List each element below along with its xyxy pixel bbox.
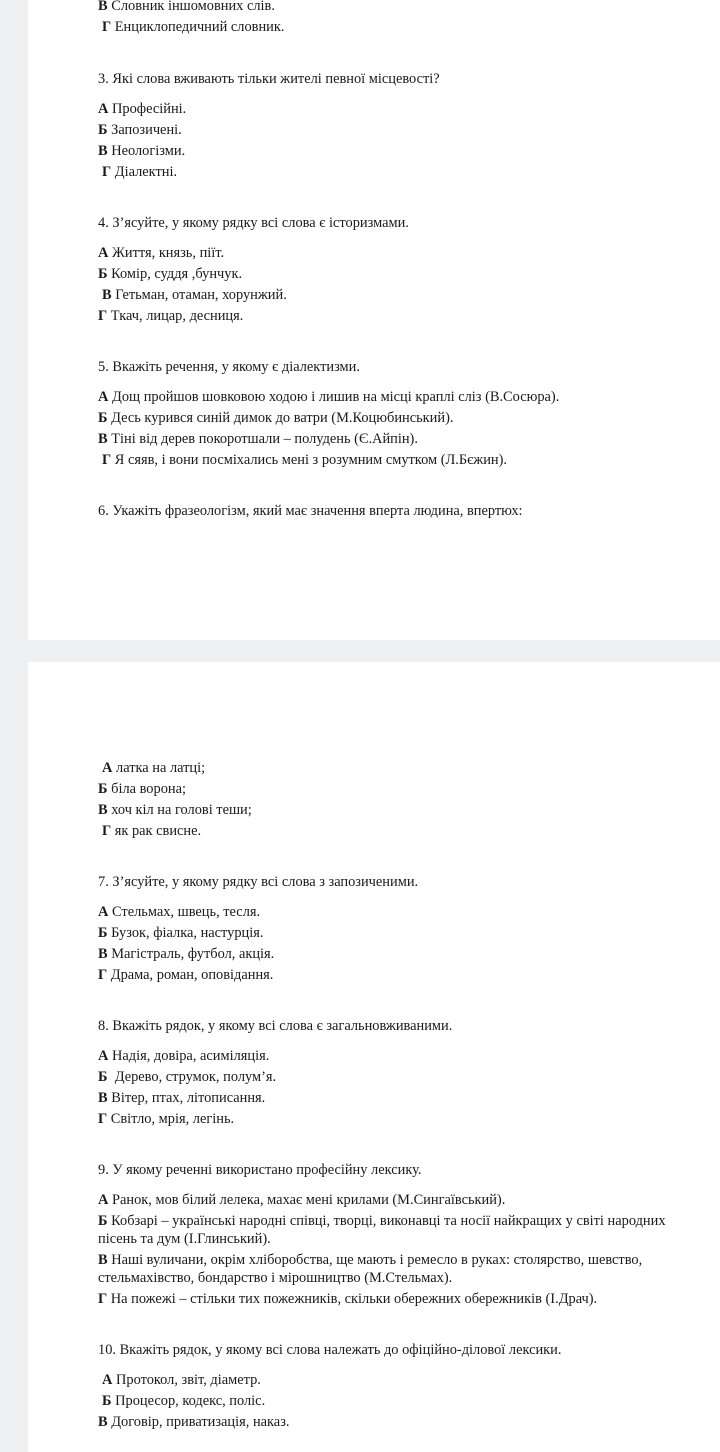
option-q4-b: Б Комір, суддя ,бунчук. bbox=[98, 266, 243, 282]
option-q8-b: Б Дерево, струмок, полум’я. bbox=[98, 1069, 277, 1085]
option-q9-b-continuation: пісень та дум (І.Глинський). bbox=[98, 1231, 271, 1247]
document-page-2 bbox=[28, 662, 720, 1452]
question-5: 5. Вкажіть речення, у якому є діалектизми. bbox=[98, 359, 360, 375]
option-q9-g: Г На пожежі – стільки тих пожежників, скільки обережних обережників (І.Драч). bbox=[98, 1291, 598, 1307]
option-q4-a: А Життя, князь, піїт. bbox=[98, 245, 225, 261]
option-q10-b: Б Процесор, кодекс, поліс. bbox=[102, 1393, 266, 1409]
document-page-1 bbox=[28, 0, 720, 640]
option-q3-g: Г Діалектні. bbox=[102, 164, 178, 180]
question-4: 4. З’ясуйте, у якому рядку всі слова є історизмами. bbox=[98, 215, 409, 231]
option-q4-v: В Гетьман, отаман, хорунжий. bbox=[102, 287, 287, 303]
option-q5-v: В Тіні від дерев покоротшали – полудень (Є.Айпін). bbox=[98, 431, 418, 447]
option-q5-b: Б Десь курився синій димок до ватри (М.Коцюбинський). bbox=[98, 410, 454, 426]
question-3: 3. Які слова вживають тільки жителі певної місцевості? bbox=[98, 71, 440, 87]
option-q6-v: В хоч кіл на голові теши; bbox=[98, 802, 252, 818]
question-6: 6. Укажіть фразеологізм, який має значення вперта людина, впертюх: bbox=[98, 503, 523, 519]
option-q9-v: В Наші вуличани, окрім хліборобства, ще мають і ремесло в руках: столярство, шевство, bbox=[98, 1252, 643, 1268]
option-q5-g: Г Я сяяв, і вони посміхались мені з розумним смутком (Л.Бєжин). bbox=[102, 452, 508, 468]
option-q8-a: А Надія, довіра, асиміляція. bbox=[98, 1048, 270, 1064]
option-q3-b: Б Запозичені. bbox=[98, 122, 182, 138]
option-q9-b: Б Кобзарі – українські народні співці, творці, виконавці та носії найкращих у світі народних bbox=[98, 1213, 666, 1229]
question-10: 10. Вкажіть рядок, у якому всі слова належать до офіційно-ділової лексики. bbox=[98, 1342, 562, 1358]
option-q4-g: Г Ткач, лицар, десниця. bbox=[98, 308, 244, 324]
option-q6-a: А латка на латці; bbox=[102, 760, 206, 776]
option-q10-v: В Договір, приватизація, наказ. bbox=[98, 1414, 290, 1430]
option-q7-b: Б Бузок, фіалка, настурція. bbox=[98, 925, 264, 941]
option-q5-a: А Дощ пройшов шовковою ходою і лишив на місці краплі сліз (В.Сосюра). bbox=[98, 389, 560, 405]
option-q2-g: Г Енциклопедичний словник. bbox=[102, 19, 285, 35]
question-9: 9. У якому реченні використано професійну лексику. bbox=[98, 1162, 422, 1178]
option-q10-a: А Протокол, звіт, діаметр. bbox=[102, 1372, 261, 1388]
option-q8-v: В Вітер, птах, літописання. bbox=[98, 1090, 266, 1106]
option-q7-a: А Стельмах, швець, тесля. bbox=[98, 904, 261, 920]
question-8: 8. Вкажіть рядок, у якому всі слова є загальновживаними. bbox=[98, 1018, 453, 1034]
question-7: 7. З’ясуйте, у якому рядку всі слова з запозиченими. bbox=[98, 874, 419, 890]
option-q2-v: В Словник іншомовних слів. bbox=[98, 0, 275, 14]
option-q3-v: В Неологізми. bbox=[98, 143, 186, 159]
option-q7-g: Г Драма, роман, оповідання. bbox=[98, 967, 274, 983]
option-q8-g: Г Світло, мрія, легінь. bbox=[98, 1111, 235, 1127]
option-q9-v-continuation: стельмахівство, бондарство і мірошництво (М.Стельмах). bbox=[98, 1270, 453, 1286]
option-q9-a: А Ранок, мов білий лелека, махає мені крилами (М.Сингаївський). bbox=[98, 1192, 506, 1208]
option-q6-b: Б біла ворона; bbox=[98, 781, 186, 797]
option-q7-v: В Магістраль, футбол, акція. bbox=[98, 946, 275, 962]
option-q6-g: Г як рак свисне. bbox=[102, 823, 202, 839]
option-q3-a: А Професійні. bbox=[98, 101, 187, 117]
